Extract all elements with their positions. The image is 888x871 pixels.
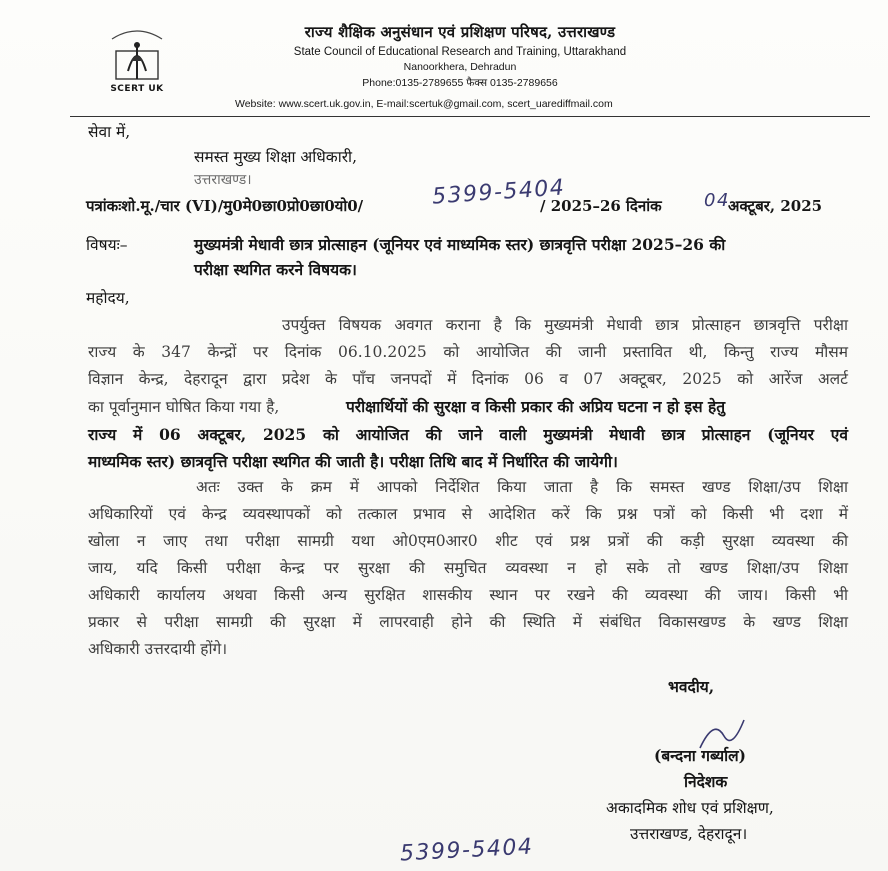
addressee: समस्त मुख्य शिक्षा अधिकारी, <box>194 148 357 166</box>
org-name-english: State Council of Educational Research and Training, Uttarakhand <box>293 46 627 58</box>
footer-handwritten-number: 5399-5404 <box>399 834 534 867</box>
header-divider <box>70 116 870 117</box>
salutation: महोदय, <box>86 289 130 307</box>
ref-date-end: अक्टूबर, 2025 <box>728 197 823 215</box>
closing: भवदीय, <box>668 677 715 696</box>
paragraph-2-line: प्रकार से परीक्षा सामग्री की सुरक्षा में लापरवाही होने की स्थिति में संबंधित विकासखण्ड के खण्ड शिक्षा <box>88 613 848 631</box>
ref-date-prefix: / 2025–26 दिनांक <box>540 197 662 215</box>
subject-label: विषयः– <box>86 236 128 254</box>
paragraph-2 <box>88 474 848 663</box>
paragraph-1-line: विज्ञान केन्द्र, देहरादून द्वारा प्रदेश के पाँच जनपदों में दिनांक 06 व 07 अक्टूबर, 2025 को आरेंज अलर्ट <box>88 370 848 388</box>
org-name-hindi: राज्य शैक्षिक अनुसंधान एवं प्रशिक्षण परिषद, उत्तराखण्ड <box>304 23 616 41</box>
paragraph-1-line: उपर्युक्त विषयक अवगत कराना है कि मुख्यमंत्री मेधावी छात्र प्रोत्साहन छात्रवृत्ति परीक्षा <box>282 316 848 334</box>
org-phone: Phone:0135-2789655 फैक्स 0135-2789656 <box>362 77 558 89</box>
signatory-department: अकादमिक शोध एवं प्रशिक्षण, <box>606 799 774 817</box>
ref-handwritten-number: 5399-5404 <box>431 175 567 210</box>
org-address: Nanoorkhera, Dehradun <box>403 61 517 73</box>
signatory-place: उत्तराखण्ड, देहरादून। <box>630 825 748 843</box>
addressee-place: उत्तराखण्ड। <box>194 172 252 188</box>
paragraph-1-bold-line: राज्य में 06 अक्टूबर, 2025 को आयोजित की जाने वाली मुख्यमंत्री मेधावी छात्र प्रोत्साहन (जूनियर एवं <box>88 425 848 444</box>
paragraph-2-line: अधिकारी उत्तरदायी होंगे। <box>88 640 228 658</box>
paragraph-1-line: का पूर्वानुमान घोषित किया गया है, <box>88 398 280 416</box>
signatory-title: निदेशक <box>684 772 728 791</box>
subject-line-1: मुख्यमंत्री मेधावी छात्र प्रोत्साहन (जूनियर एवं माध्यमिक स्तर) छात्रवृत्ति परीक्षा 2025–26 की <box>194 235 726 254</box>
paragraph-2-line: अधिकारियों एवं केन्द्र व्यवस्थापकों को तत्काल प्रभाव से आदेशित करें कि प्रश्न पत्रों को किसी भी दशा में <box>88 505 848 523</box>
paragraph-1-bold <box>88 421 848 475</box>
logo-caption: SCERT UK <box>110 84 164 94</box>
paragraph-1-bold-line: परीक्षार्थियों की सुरक्षा व किसी प्रकार की अप्रिय घटना न हो इस हेतु <box>346 397 726 416</box>
letterhead <box>180 22 740 90</box>
paragraph-2-line: खोला न जाए तथा परीक्षा सामग्री यथा ओ0एम0आर0 शीट एवं प्रश्न प्रत्रों की कड़ी सुरक्षा व्यवस्था की <box>88 532 848 550</box>
signatory-name: (बन्दना गर्ब्याल) <box>654 746 746 765</box>
signature-block <box>630 744 770 766</box>
ref-number: पत्रांकःशो.मू./चार (VI)/मु0मे0छा0प्रो0छा0यो0/ <box>86 197 364 215</box>
paragraph-1-line: राज्य के 347 केन्द्रों पर दिनांक 06.10.2025 को आयोजित की जानी प्रस्तावित थी, किन्तु राज्य मौसम <box>88 343 848 361</box>
org-website: Website: www.scert.uk.gov.in, E-mail:scertuk@gmail.com, scert_uarediffmail.com <box>235 98 613 110</box>
paragraph-1-bold-line: माध्यमिक स्तर) छात्रवृत्ति परीक्षा स्थगित की जाती है। परीक्षा तिथि बाद में निर्धारित की जायेगी। <box>88 452 618 471</box>
ref-handwritten-day: 04 <box>704 190 730 211</box>
paragraph-2-line: अतः उक्त के क्रम में आपको निर्देशित किया जाता है कि समस्त खण्ड शिक्षा/उप शिक्षा <box>196 478 848 496</box>
paragraph-2-line: अधिकारी कार्यालय अथवा किसी अन्य सुरक्षित शासकीय स्थान पर रखने की व्यवस्था की जाय। किसी भी <box>88 586 848 604</box>
paragraph-2-line: जाय, यदि किसी परीक्षा केन्द्र पर सुरक्षा की समुचित व्यवस्था न हो सके तो खण्ड शिक्षा/उप शिक्षा <box>88 559 848 577</box>
to-label: सेवा में, <box>88 123 131 141</box>
subject-line-2: परीक्षा स्थगित करने विषयक। <box>194 260 357 279</box>
paragraph-1 <box>88 312 848 393</box>
